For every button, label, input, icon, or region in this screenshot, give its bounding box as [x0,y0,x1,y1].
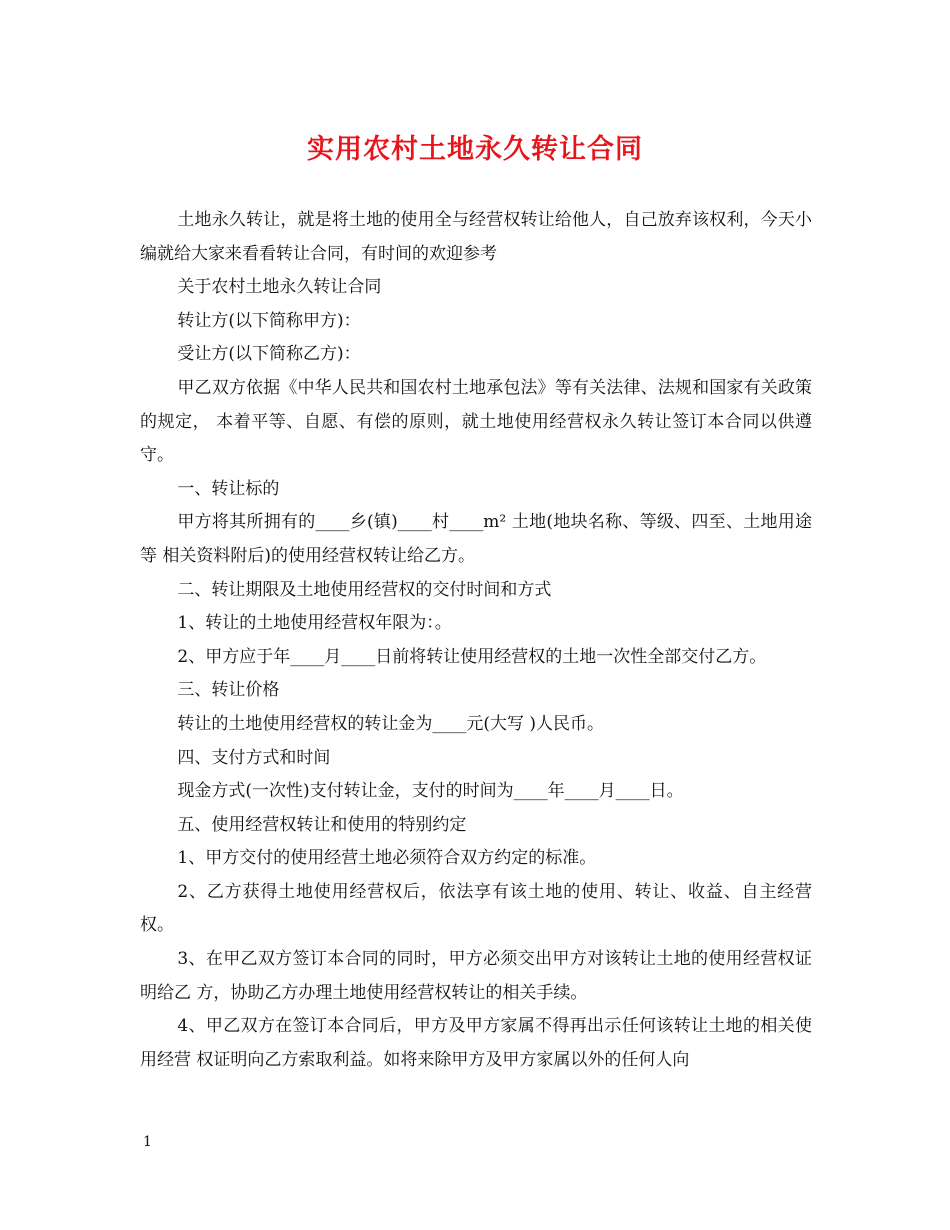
page-number: 1 [143,1134,152,1150]
section-heading-1: 一、转让标的 [177,478,280,499]
contract-heading: 关于农村土地永久转让合同 [177,277,382,298]
section-4-paragraph: 现金方式(一次性)支付转让金，支付的时间为____年____月____日。 [177,781,684,802]
section-2-item-2: 2、甲方应于年____月____日前将转让使用经营权的土地一次性全部交付乙方。 [177,646,767,667]
section-3-paragraph: 转让的土地使用经营权的转让金为____元(大写 )人民币。 [177,713,605,734]
transferee-line: 受让方(以下简称乙方)： [177,344,361,365]
preamble-paragraph: 甲乙双方依据《中华人民共和国农村土地承包法》等有关法律、法规和国家有关政策的规定， 本着平等、自愿、有偿的原则，就土地使用经营权永久转让签订本合同以供遵守。 [140,377,812,466]
section-5-item-2: 2、乙方获得土地使用经营权后，依法享有该土地的使用、转让、收益、自主经营权。 [140,881,812,936]
section-2-item-1: 1、转让的土地使用经营权年限为：。 [177,613,452,634]
section-heading-5: 五、使用经营权转让和使用的特别约定 [177,814,467,835]
section-heading-3: 三、转让价格 [177,680,280,701]
section-5-item-3: 3、在甲乙双方签订本合同的同时，甲方必须交出甲方对该转让土地的使用经营权证明给乙 方，协助乙方办理土地使用经营权转让的相关手续。 [140,949,812,1003]
section-5-item-1: 1、甲方交付的使用经营土地必须符合双方约定的标准。 [177,848,597,869]
section-5-item-4: 4、甲乙双方在签订本合同后，甲方及甲方家属不得再出示任何该转让土地的相关使用经营 权证明向乙方索取利益。如将来除甲方及甲方家属以外的任何人向 [140,1016,812,1070]
transferor-line: 转让方(以下简称甲方)： [177,310,361,331]
section-1-paragraph: 甲方将其所拥有的____乡(镇)____村____m² 土地(地块名称、等级、四至、土地用途等 相关资料附后)的使用经营权转让给乙方。 [140,512,812,566]
section-heading-2: 二、转让期限及土地使用经营权的交付时间和方式 [177,579,552,600]
document-body [140,204,812,1077]
document-title: 实用农村土地永久转让合同 [307,134,643,165]
section-heading-4: 四、支付方式和时间 [177,747,331,768]
intro-paragraph: 土地永久转让，就是将土地的使用全与经营权转让给他人，自己放弃该权利，今天小编就给大家来看看转让合同，有时间的欢迎参考 [140,210,812,264]
